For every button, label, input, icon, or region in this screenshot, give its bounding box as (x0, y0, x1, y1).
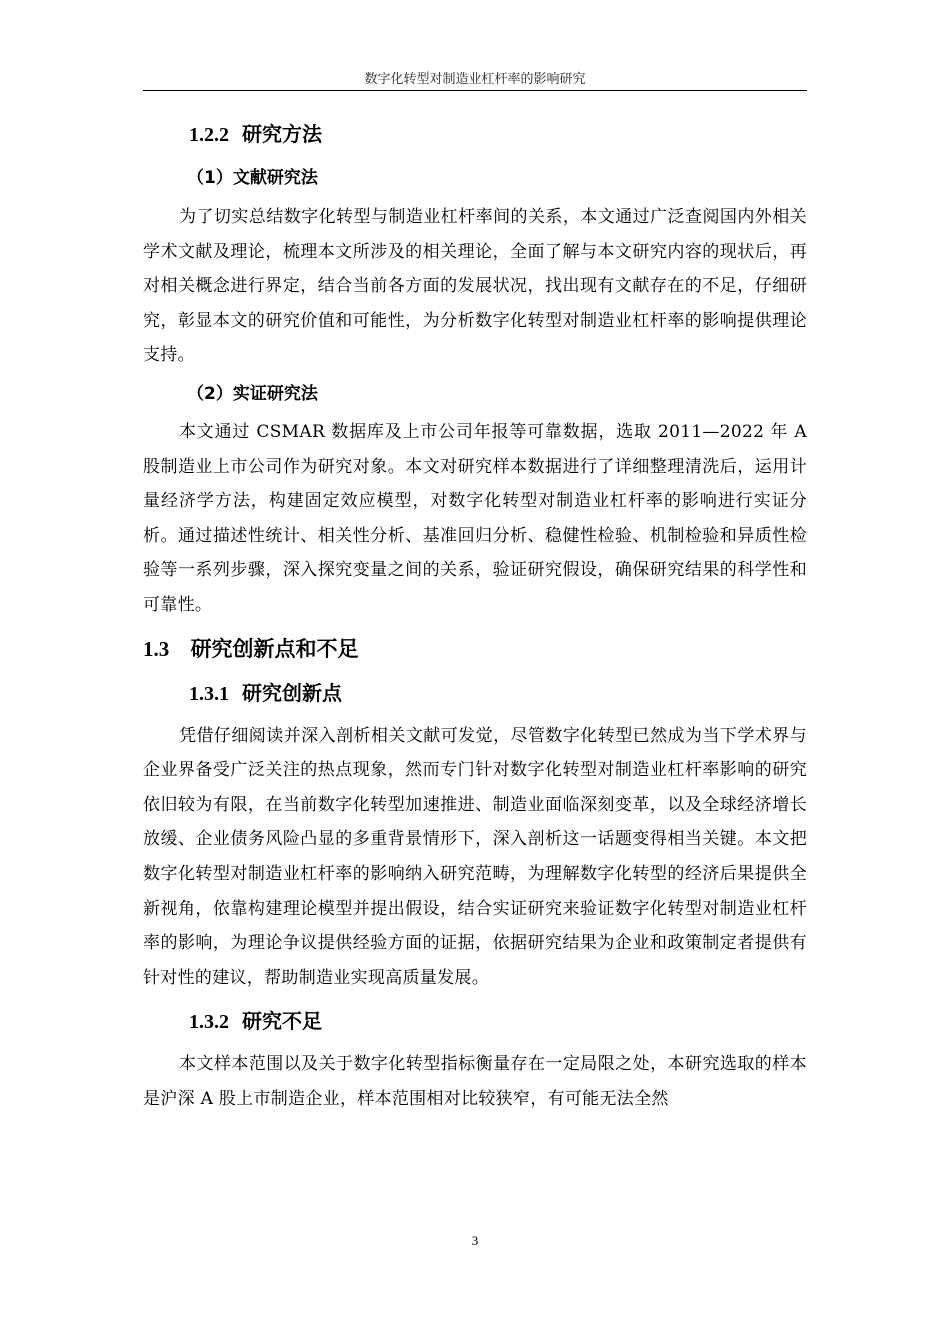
heading-title: 研究方法 (241, 122, 322, 146)
innovation-paragraph: 凭借仔细阅读并深入剖析相关文献可发觉，尽管数字化转型已然成为当下学术界与企业界备受广泛关注的热点现象，然而专门针对数字化转型对制造业杠杆率影响的研究依旧较为有限，在当前数字化转型加速推进、制造业面临深刻变革，以及全球经济增长放缓、企业债务风险凸显的多重背景情形下，深入剖析这一话题变得相当关键。本文把数字化转型对制造业杠杆率的影响纳入研究范畴，为理解数字化转型的经济后果提供全新视角，依靠构建理论模型并提出假设，结合实证研究来验证数字化转型对制造业杠杆率的影响，为理论争议提供经验方面的证据，依据研究结果为企业和政策制定者提供有针对性的建议，帮助制造业实现高质量发展。 (143, 725, 807, 988)
header-divider (143, 90, 807, 91)
heading-title: 研究不足 (241, 1009, 322, 1034)
heading-number: 1.3 (143, 636, 170, 661)
limitations-paragraph: 本文样本范围以及关于数字化转型指标衡量存在一定局限之处，本研究选取的样本是沪深 A 股上市制造企业，样本范围相对比较狭窄，有可能无法全然 (143, 1054, 807, 1109)
heading-number: 1.3.2 (189, 1011, 229, 1034)
method-2-heading: （2）实证研究法 (187, 383, 318, 404)
page-body (143, 112, 807, 1116)
method-1-paragraph: 为了切实总结数字化转型与制造业杠杆率间的关系，本文通过广泛查阅国内外相关学术文献及理论，梳理本文所涉及的相关理论，全面了解与本文研究内容的现状后，再对相关概念进行界定，结合当前各方面的发展状况，找出现有文献存在的不足，仔细研究，彰显本文的研究价值和可能性，为分析数字化转型对制造业杠杆率的影响提供理论支持。 (143, 207, 807, 366)
heading-1-3-1 (143, 671, 807, 715)
heading-number: 1.3.1 (189, 682, 229, 705)
heading-number: 1.2.2 (189, 124, 229, 146)
heading-1-3-2 (143, 999, 807, 1043)
method-1-heading: （1）文献研究法 (187, 168, 318, 188)
heading-title: 研究创新点 (241, 680, 342, 705)
running-header: 数字化转型对制造业杠杆率的影响研究 (364, 72, 586, 87)
heading-title: 研究创新点和不足 (190, 636, 359, 661)
page-number: 3 (471, 1233, 479, 1248)
method-2-paragraph: 本文通过 CSMAR 数据库及上市公司年报等可靠数据，选取 2011—2022 年 A 股制造业上市公司作为研究对象。本文对研究样本数据进行了详细整理清洗后，运用计量经济学方法，构建固定效应模型，对数字化转型对制造业杠杆率的影响进行实证分析。通过描述性统计、相关性分析、基准回归分析、稳健性检验、机制检验和异质性检验等一系列步骤，深入探究变量之间的关系，验证研究假设，确保研究结果的科学性和可靠性。 (143, 421, 807, 615)
heading-1-3 (143, 627, 807, 671)
heading-1-2-2 (143, 112, 807, 156)
